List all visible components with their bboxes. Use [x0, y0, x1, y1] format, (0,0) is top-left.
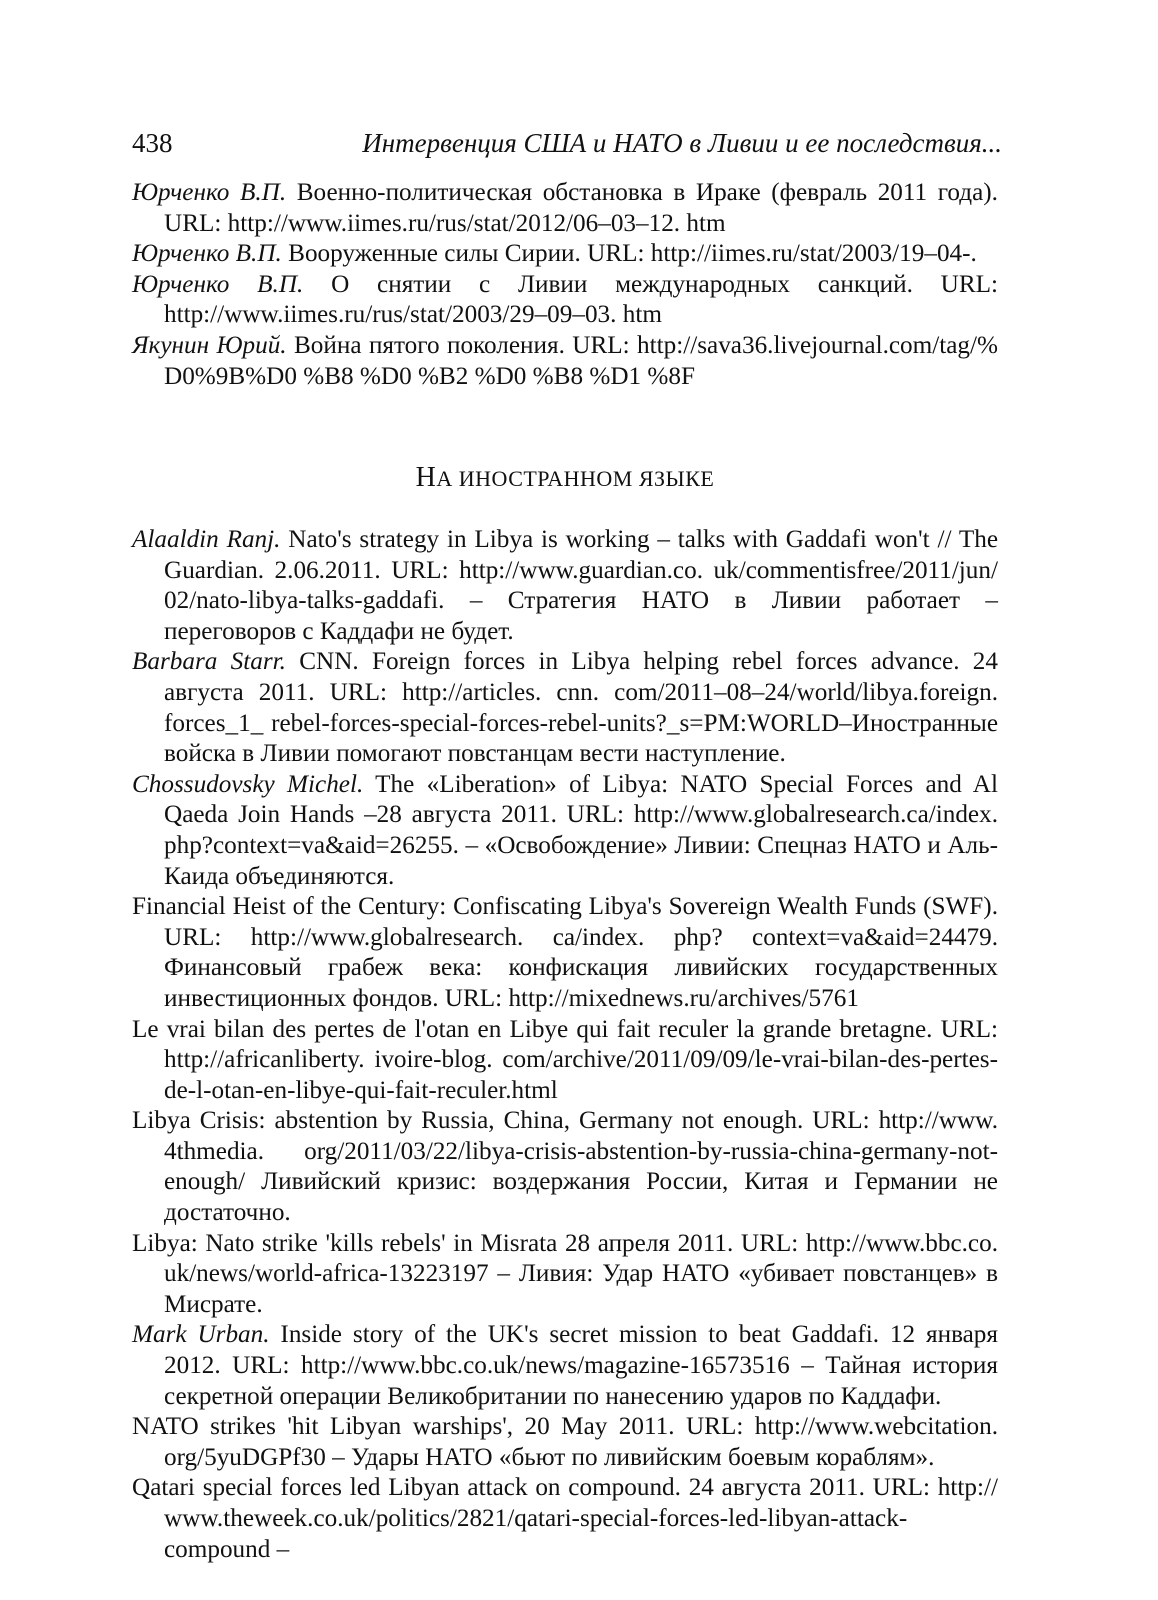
page-number: 438 — [132, 128, 173, 158]
reference-author: Юрченко В.П. — [132, 240, 282, 268]
section-heading-rest: А ИНОСТРАННОМ ЯЗЫКЕ — [436, 466, 715, 491]
reference-text: Financial Heist of the Century: Confiscating Libya's Sovereign Wealth Funds (SWF). URL: http://www.globalresearch. ca/index. php? context=va&aid=24479. Финансовый грабеж века: конфискация ливийских государственных инвестиционных фондов. URL: http://mixednews.ru/archives/5761 — [132, 893, 998, 1012]
reference-entry — [132, 647, 998, 769]
section-heading-initial: Н — [415, 462, 437, 493]
reference-text: О снятии с Ливии международных санкций. URL: http://www.iimes.ru/rus/stat/2003/29–09–03. htm — [164, 270, 999, 329]
reference-author: Alaaldin Ranj. — [132, 526, 281, 553]
reference-entry — [132, 1106, 998, 1228]
reference-entry — [132, 270, 998, 331]
reference-entry — [132, 1473, 998, 1565]
reference-text: Qatari special forces led Libyan attack on compound. 24 августа 2011. URL: http:// www.theweek.co.uk/politics/2821/qatari-special-forces-led-libyan-attack-compound – — [132, 1474, 998, 1563]
running-title: Интервенция США и НАТО в Ливии и ее последствия... — [362, 128, 1002, 158]
reference-entry — [132, 525, 998, 647]
reference-entry — [132, 1015, 998, 1107]
reference-entry — [132, 1229, 998, 1321]
reference-text: Libya Crisis: abstention by Russia, China, Germany not enough. URL: http://www. 4thmedia. org/2011/03/22/libya-crisis-abstention-by-russia-china-germany-not-enough/ Ливийский кризис: воздержания России, Китая и Германии не достаточно. — [132, 1107, 998, 1227]
reference-author: Mark Urban. — [132, 1321, 270, 1349]
reference-author: Юрченко В.П. — [132, 270, 304, 298]
reference-author: Barbara Starr. — [132, 648, 286, 676]
reference-text: CNN. Foreign forces in Libya helping rebel forces advance. 24 августа 2011. URL: http://articles. cnn. com/2011–08–24/world/libya.foreign. forces_1_ rebel-forces-special-forces-rebel-units?_s=PM:WORLD–Иностранные войска в Ливии помогают повстанцам вести наступление. — [164, 648, 998, 768]
reference-text: Libya: Nato strike 'kills rebels' in Misrata 28 апреля 2011. URL: http://www.bbc.co. uk/news/world-africa-13223197 – Ливия: Удар НАТО «убивает повстанцев» в Мисрате. — [132, 1229, 998, 1318]
reference-author: Chossudovsky Michel. — [132, 770, 364, 798]
reference-entry — [132, 770, 998, 892]
reference-entry — [132, 1412, 998, 1473]
reference-author: Якунин Юрий. — [132, 331, 287, 359]
reference-entry — [132, 331, 998, 392]
reference-text: Inside story of the UK's secret mission to beat Gaddafi. 12 января 2012. URL: http://www.bbc.co.uk/news/magazine-16573516 – Тайная история секретной операции Великобритании по нанесению ударов по Каддафи. — [164, 1321, 998, 1410]
reference-text: NATO strikes 'hit Libyan warships', 20 May 2011. URL: http://www.webcitation. org/5yuDGPf30 – Удары НАТО «бьют по ливийским боевым кораблям». — [132, 1413, 998, 1471]
reference-text: Война пятого поколения. URL: http://sava36.livejournal.com/tag/% D0%9B%D0 %B8 %D0 %B2 %D0 %B8 %D1 %8F — [164, 331, 998, 390]
section-heading — [132, 460, 998, 496]
reference-entry — [132, 892, 998, 1014]
reference-entry — [132, 178, 998, 239]
bibliography-foreign — [132, 525, 998, 1565]
reference-text: Вооруженные силы Сирии. URL: http://iimes.ru/stat/2003/19–04-. — [281, 240, 977, 268]
reference-entry — [132, 239, 998, 270]
reference-text: Военно-политическая обстановка в Ираке (февраль 2011 года). URL: http://www.iimes.ru/rus/stat/2012/06–03–12. htm — [164, 179, 998, 237]
reference-text: Le vrai bilan des pertes de l'otan en Libye qui fait reculer la grande bretagne. URL: http://africanliberty. ivoire-blog. com/archive/2011/09/09/le-vrai-bilan-des-pertes-de-l-otan-en-libye-qui-fait-reculer.html — [132, 1015, 998, 1104]
reference-author: Юрченко В.П. — [132, 179, 287, 206]
reference-text: The «Liberation» of Libya: NATO Special Forces and Al Qaeda Join Hands –28 августа 2011. URL: http://www.globalresearch.ca/index. php?context=va&aid=26255. – «Освобождение» Ливии: Спецназ НАТО и Аль-Каида объединяются. — [164, 770, 998, 890]
reference-text: Nato's strategy in Libya is working – talks with Gaddafi won't // The Guardian. 2.06.2011. URL: http://www.guardian.co. uk/commentisfree/2011/jun/ 02/nato-libya-talks-gaddafi. – Стратегия НАТО в Ливии работает – переговоров с Каддафи не будет. — [164, 526, 998, 645]
reference-entry — [132, 1320, 998, 1412]
bibliography-russian — [132, 178, 998, 392]
